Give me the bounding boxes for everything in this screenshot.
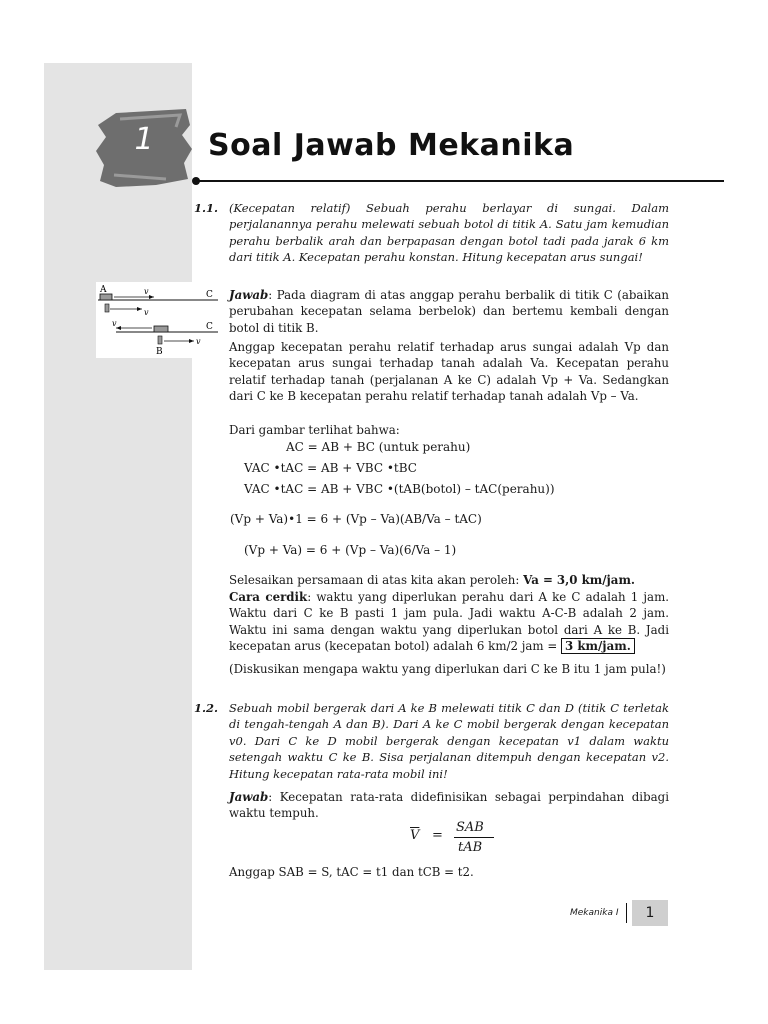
diagram-label-va: v <box>144 308 149 317</box>
diagram-label-vp2: v <box>112 319 117 328</box>
smart-method-label: Cara cerdik <box>229 590 308 604</box>
formula-equals: = <box>432 828 443 843</box>
answer-paragraph-q2-2: Anggap SAB = S, tAC = t1 dan tCB = t2. <box>229 865 474 879</box>
equation-2: VAC •tAC = AB + VBC •tBC <box>244 461 417 475</box>
formula-denominator: tAB <box>458 840 483 855</box>
answer-paragraph-3: Dari gambar terlihat bahwa: <box>229 423 400 437</box>
diagram-label-b: B <box>156 347 163 357</box>
formula-bar <box>454 837 494 838</box>
chapter-number: 1 <box>134 122 154 157</box>
footer-separator <box>626 903 627 923</box>
discussion-note: (Diskusikan mengapa waktu yang diperlukan dari C ke B itu 1 jam pula!) <box>229 662 666 676</box>
answer-paragraph: Jawab: Pada diagram di atas anggap perahu berbalik di titik C (abaikan perubahan kecepatan selama berbelok) dan bertemu kembali dengan botol di titik B. <box>229 288 669 335</box>
question-number: 1.1. <box>194 201 219 215</box>
motion-diagram <box>96 282 222 358</box>
result-value: Va = 3,0 km/jam. <box>523 573 636 587</box>
question-text: (Kecepatan relatif) Sebuah perahu berlayar di sungai. Dalam perjalanannya perahu melewati sebuah botol di titik A. Satu jam kemudian perahu berbalik arah dan berpapasan dengan botol tadi pada jarak 6 km dari titik A. Kecepatan perahu konstan. Hitung kecepatan arus sungai! <box>229 201 669 265</box>
answer-paragraph-q2: Jawab: Kecepatan rata-rata didefinisikan sebagai perpindahan dibagi waktu tempuh. <box>229 790 669 821</box>
formula-numerator: SAB <box>456 820 484 835</box>
formula-lhs: $\overline{V}$ <box>410 828 420 843</box>
diagram-label-vp: v <box>144 287 149 296</box>
smart-method: Cara cerdik: waktu yang diperlukan perahu dari A ke C adalah 1 jam. Waktu dari C ke B pasti 1 jam pula. Jadi waktu A-C-B adalah 2 jam. Waktu ini sama dengan waktu yang diperlukan botol dari A ke B. Jadi kecepatan arus (kecepatan botol) adalah 6 km/2 jam = 3 km/jam. <box>229 590 670 654</box>
answer-result: Selesaikan persamaan di atas kita akan peroleh: Va = 3,0 km/jam. <box>229 573 636 587</box>
footer-label: Mekanika I <box>570 908 619 918</box>
equation-3: VAC •tAC = AB + VBC •(tAB(botol) – tAC(perahu)) <box>244 482 555 496</box>
title-rule <box>196 180 724 182</box>
answer-label: Jawab <box>229 288 269 302</box>
answer-label-2: Jawab <box>229 790 269 804</box>
diagram-label-va2: v <box>196 337 201 346</box>
chapter-title: Soal Jawab Mekanika <box>208 128 575 163</box>
equation-1: AC = AB + BC (untuk perahu) <box>286 440 471 454</box>
diagram-label-c1: C <box>206 290 213 300</box>
equation-4: (Vp + Va)•1 = 6 + (Vp – Va)(AB/Va – tAC) <box>230 512 482 526</box>
boxed-answer: 3 km/jam. <box>561 638 635 654</box>
answer-paragraph-2: Anggap kecepatan perahu relatif terhadap arus sungai adalah Vp dan kecepatan arus sungai terhadap tanah adalah Va. Kecepatan perahu relatif terhadap tanah (perjalanan A ke C) adalah Vp + Va. Sedangkan dari C ke B kecepatan perahu relatif terhadap tanah adalah Vp – Va. <box>229 340 669 404</box>
diagram-label-c2: C <box>206 322 213 332</box>
question-text-2: Sebuah mobil bergerak dari A ke B melewati titik C dan D (titik C terletak di tengah-tengah A dan B). Dari A ke C mobil bergerak dengan kecepatan v0. Dari C ke D mobil bergerak dengan kecepatan v1 dalam waktu setengah waktu C ke B. Sisa perjalanan ditempuh dengan kecepatan v2. Hitung kecepatan rata-rata mobil ini! <box>229 701 669 781</box>
left-margin-band <box>44 63 192 970</box>
page-number: 1 <box>632 900 668 926</box>
diagram-label-a: A <box>100 285 107 295</box>
equation-5: (Vp + Va) = 6 + (Vp – Va)(6/Va – 1) <box>244 543 457 557</box>
question-number-2: 1.2. <box>194 701 219 715</box>
